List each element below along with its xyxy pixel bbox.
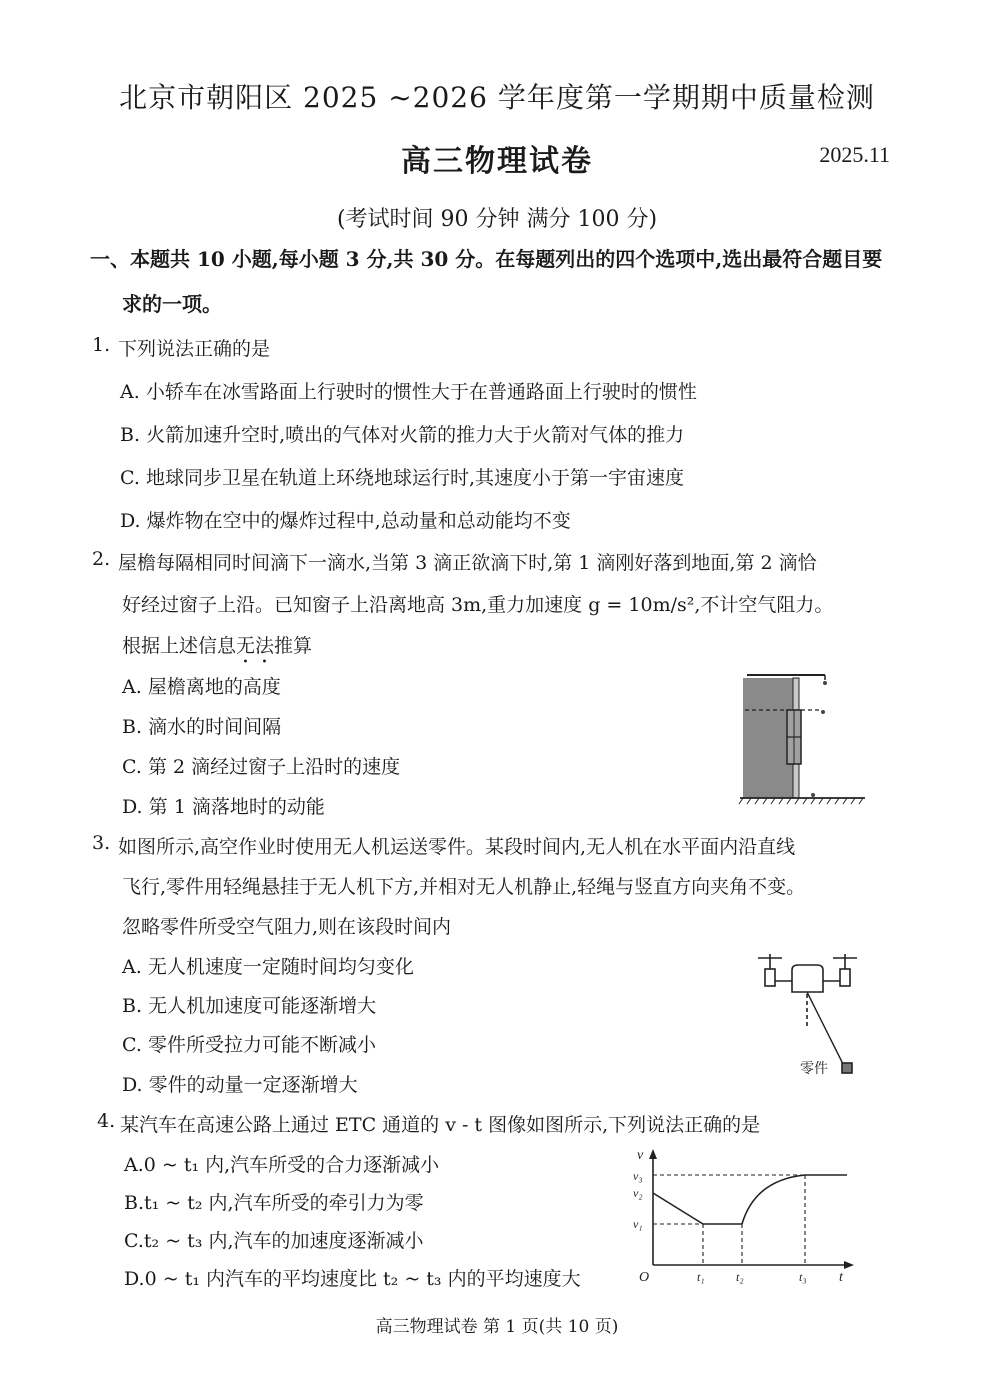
option-label: C. (122, 1034, 142, 1056)
option-text: 滴水的时间间隔 (148, 716, 282, 738)
option-d[interactable] (122, 1070, 358, 1097)
option-text: 无人机速度一定随时间均匀变化 (147, 956, 414, 978)
option-label: C. (124, 1230, 144, 1252)
option-text: 第 2 滴经过窗子上沿时的速度 (147, 756, 401, 778)
question-stem-line1: 如图所示,高空作业时使用无人机运送零件。某段时间内,无人机在水平面内沿直线 (118, 836, 796, 858)
option-text: 0 ~ t₁ 内汽车的平均速度比 t₂ ~ t₃ 内的平均速度大 (144, 1268, 581, 1290)
option-text: 0 ~ t₁ 内,汽车所受的合力逐渐减小 (143, 1154, 440, 1176)
question-stem-line3: 根据上述信息无法推算 (122, 635, 313, 657)
option-text: 地球同步卫星在轨道上环绕地球运行时,其速度小于第一宇宙速度 (145, 467, 684, 489)
option-text: 第 1 滴落地时的动能 (148, 796, 325, 818)
origin-label: O (639, 1270, 650, 1285)
eaves-window-figure (735, 670, 870, 805)
question-number: 4. (97, 1110, 116, 1132)
option-label: D. (124, 1268, 145, 1290)
option-c[interactable] (120, 463, 684, 490)
section-instructions-line2: 求的一项。 (122, 292, 222, 316)
option-label: D. (122, 1074, 143, 1096)
exam-title: 北京市朝阳区 2025 ~2026 学年度第一学期期中质量检测 (119, 81, 875, 114)
emphasized-text: 无法 (236, 635, 275, 657)
question-number: 1. (92, 334, 111, 356)
x-tick-t2: t₂ (736, 1270, 744, 1284)
page-footer: 高三物理试卷 第 1 页(共 10 页) (375, 1317, 619, 1337)
question-stem-line2: 好经过窗子上沿。已知窗子上沿离地高 3m,重力加速度 g = 10m/s²,不计空气阻力。 (122, 594, 834, 616)
option-text: 零件的动量一定逐渐增大 (148, 1074, 358, 1096)
exam-info: (考试时间 90 分钟 满分 100 分) (336, 207, 658, 232)
question-number: 3. (92, 832, 111, 854)
question-stem: 某汽车在高速公路上通过 ETC 通道的 v - t 图像如图所示,下列说法正确的是 (120, 1114, 761, 1136)
option-text: 零件所受拉力可能不断减小 (147, 1034, 376, 1056)
option-label: C. (120, 467, 140, 489)
option-label: A. (122, 956, 142, 978)
part-label: 零件 (800, 1062, 828, 1077)
y-tick-v2: v₂ (633, 1186, 643, 1200)
option-a[interactable] (122, 672, 281, 699)
drone-figure (750, 950, 870, 1085)
option-label: B. (122, 995, 143, 1017)
option-label: A. (120, 381, 140, 403)
option-label: B. (120, 424, 141, 446)
vt-graph (625, 1145, 865, 1290)
option-text: 无人机加速度可能逐渐增大 (148, 995, 377, 1017)
option-label: D. (120, 510, 141, 532)
option-a[interactable] (122, 952, 414, 979)
option-label: D. (122, 796, 143, 818)
option-b[interactable] (124, 1188, 424, 1215)
question-number: 2. (92, 548, 111, 570)
y-tick-v3: v₃ (633, 1169, 643, 1183)
x-axis-label: t (839, 1270, 843, 1285)
question-stem: 下列说法正确的是 (118, 338, 271, 360)
question-stem-line3: 忽略零件所受空气阻力,则在该段时间内 (122, 916, 452, 938)
option-text: 爆炸物在空中的爆炸过程中,总动量和总动能均不变 (146, 510, 571, 532)
option-label: A. (122, 676, 142, 698)
x-tick-t3: t₃ (799, 1270, 807, 1284)
exam-date: 2025.11 (819, 142, 890, 167)
option-d[interactable] (122, 792, 325, 819)
question-stem-line2: 飞行,零件用轻绳悬挂于无人机下方,并相对无人机静止,轻绳与竖直方向夹角不变。 (122, 876, 806, 898)
option-b[interactable] (122, 712, 281, 739)
option-c[interactable] (124, 1226, 424, 1253)
option-c[interactable] (122, 752, 400, 779)
option-c[interactable] (122, 1030, 376, 1057)
option-a[interactable] (120, 377, 697, 404)
option-label: A. (124, 1154, 144, 1176)
option-a[interactable] (124, 1150, 439, 1177)
y-axis-label: v (637, 1148, 644, 1163)
option-b[interactable] (122, 991, 376, 1018)
x-tick-t1: t₁ (697, 1270, 705, 1284)
option-d[interactable] (124, 1264, 581, 1291)
question-stem-line1: 屋檐每隔相同时间滴下一滴水,当第 3 滴正欲滴下时,第 1 滴刚好落到地面,第 2 滴恰 (118, 552, 817, 574)
option-b[interactable] (120, 420, 684, 447)
option-d[interactable] (120, 506, 571, 533)
option-text: t₂ ~ t₃ 内,汽车的加速度逐渐减小 (143, 1230, 424, 1252)
option-label: B. (122, 716, 143, 738)
option-label: C. (122, 756, 142, 778)
option-text: 屋檐离地的高度 (147, 676, 281, 698)
subject-title: 高三物理试卷 (401, 144, 593, 179)
section-instructions-line1: 一、本题共 10 小题,每小题 3 分,共 30 分。在每题列出的四个选项中,选出最符合题目要 (90, 247, 883, 271)
option-text: 小轿车在冰雪路面上行驶时的惯性大于在普通路面上行驶时的惯性 (145, 381, 697, 403)
option-text: 火箭加速升空时,喷出的气体对火箭的推力大于火箭对气体的推力 (146, 424, 685, 446)
option-label: B. (124, 1192, 145, 1214)
option-text: t₁ ~ t₂ 内,汽车所受的牵引力为零 (144, 1192, 424, 1214)
y-tick-v1: v₁ (633, 1217, 643, 1231)
